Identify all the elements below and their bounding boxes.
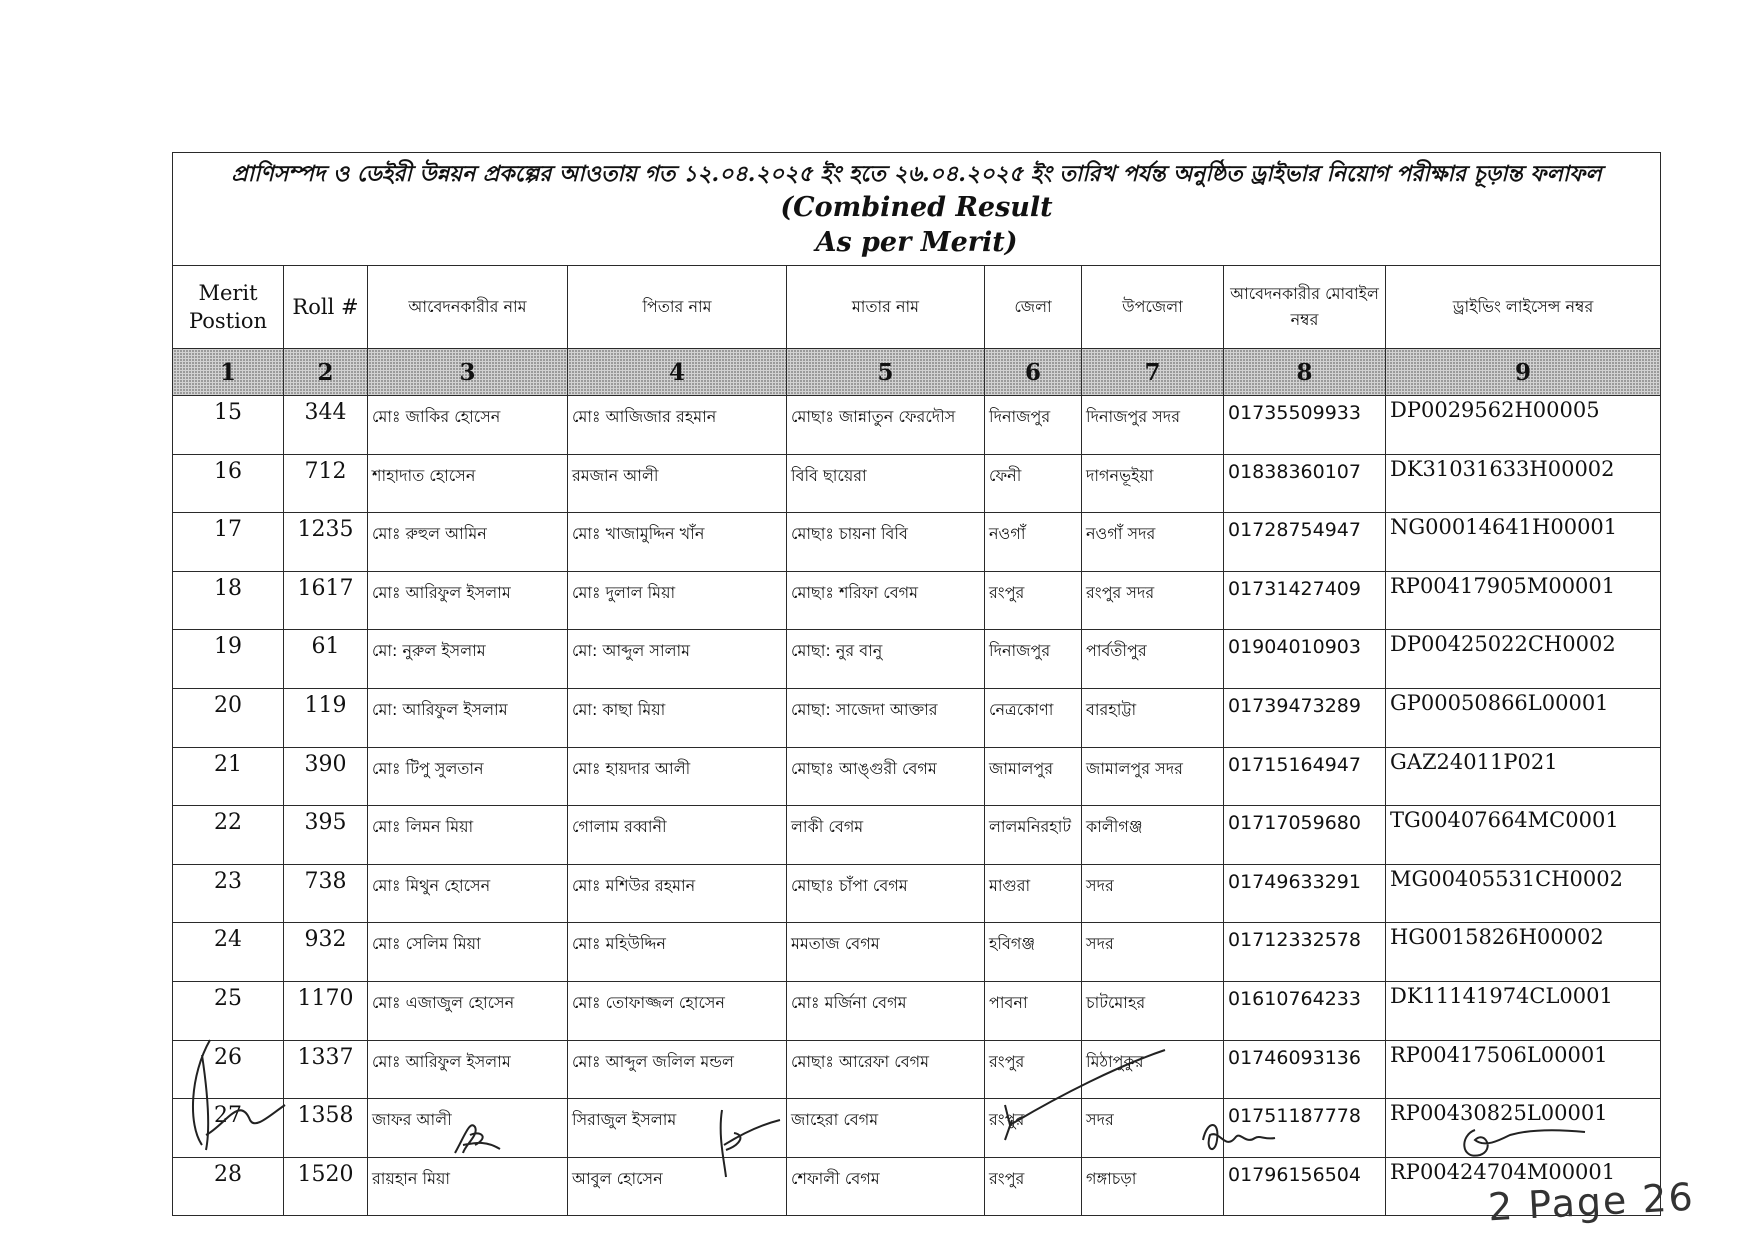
table-row [173, 1099, 1661, 1158]
district-cell: দিনাজপুর [985, 630, 1082, 689]
district-cell: পাবনা [985, 981, 1082, 1040]
column-number: 3 [368, 349, 568, 396]
district-cell: নেত্রকোণা [985, 688, 1082, 747]
mother-name-cell: মোছাঃ চাঁপা বেগম [787, 864, 985, 923]
header-merit: Merit Postion [173, 266, 284, 349]
signature-1 [180, 1035, 300, 1155]
applicant-name-cell: মো: আরিফুল ইসলাম [368, 688, 568, 747]
column-number: 1 [173, 349, 284, 396]
roll-cell: 61 [284, 630, 368, 689]
father-name-cell: গোলাম রব্বানী [568, 806, 787, 865]
roll-cell: 1170 [284, 981, 368, 1040]
mobile-number-cell: 01796156504 [1224, 1157, 1386, 1216]
merit-position-cell: 18 [173, 571, 284, 630]
applicant-name-cell: মোঃ সেলিম মিয়া [368, 923, 568, 982]
upazila-cell: রংপুর সদর [1082, 571, 1224, 630]
district-cell: রংপুর [985, 1040, 1082, 1099]
applicant-name-cell: মোঃ লিমন মিয়া [368, 806, 568, 865]
header-upazila: উপজেলা [1082, 266, 1224, 349]
license-number-cell: MG00405531CH0002 [1386, 864, 1661, 923]
upazila-cell: দিনাজপুর সদর [1082, 396, 1224, 455]
upazila-cell: জামালপুর সদর [1082, 747, 1224, 806]
signature-3 [710, 1105, 790, 1185]
license-number-cell: RP00417506L00001 [1386, 1040, 1661, 1099]
column-number: 5 [787, 349, 985, 396]
district-cell: রংপুর [985, 571, 1082, 630]
header-applicant-name: আবেদনকারীর নাম [368, 266, 568, 349]
roll-cell: 712 [284, 454, 368, 513]
license-number-cell: DP0029562H00005 [1386, 396, 1661, 455]
mother-name-cell: মমতাজ বেগম [787, 923, 985, 982]
license-number-cell: DK31031633H00002 [1386, 454, 1661, 513]
column-number: 6 [985, 349, 1082, 396]
merit-position-cell: 24 [173, 923, 284, 982]
table-row [173, 1040, 1661, 1099]
upazila-cell: দাগনভূইয়া [1082, 454, 1224, 513]
table-row [173, 1157, 1661, 1216]
mother-name-cell: মোঃ মর্জিনা বেগম [787, 981, 985, 1040]
column-number: 9 [1386, 349, 1661, 396]
mobile-number-cell: 01610764233 [1224, 981, 1386, 1040]
title-line2: As per Merit) [815, 227, 1018, 258]
mother-name-cell: লাকী বেগম [787, 806, 985, 865]
father-name-cell: মোঃ তোফাজ্জল হোসেন [568, 981, 787, 1040]
table-row [173, 806, 1661, 865]
table-row [173, 747, 1661, 806]
roll-cell: 738 [284, 864, 368, 923]
upazila-cell: গঙ্গাচড়া [1082, 1157, 1224, 1216]
table-row [173, 513, 1661, 572]
merit-position-cell: 26 [173, 1040, 284, 1099]
mother-name-cell: জাহেরা বেগম [787, 1099, 985, 1158]
mobile-number-cell: 01739473289 [1224, 688, 1386, 747]
district-cell: রংপুর [985, 1157, 1082, 1216]
mother-name-cell: মোছা: সাজেদা আক্তার [787, 688, 985, 747]
mobile-number-cell: 01731427409 [1224, 571, 1386, 630]
district-cell: দিনাজপুর [985, 396, 1082, 455]
roll-cell: 1235 [284, 513, 368, 572]
district-cell: ফেনী [985, 454, 1082, 513]
applicant-name-cell: মোঃ এজাজুল হোসেন [368, 981, 568, 1040]
license-number-cell: RP00424704M00001 [1386, 1157, 1661, 1216]
mother-name-cell: মোছাঃ জান্নাতুন ফেরদৌস [787, 396, 985, 455]
district-cell: রংপুর [985, 1099, 1082, 1158]
mobile-number-cell: 01728754947 [1224, 513, 1386, 572]
applicant-name-cell: শাহাদাত হোসেন [368, 454, 568, 513]
table-row [173, 981, 1661, 1040]
header-district: জেলা [985, 266, 1082, 349]
upazila-cell: কালীগঞ্জ [1082, 806, 1224, 865]
merit-position-cell: 23 [173, 864, 284, 923]
mother-name-cell: মোছাঃ শরিফা বেগম [787, 571, 985, 630]
table-row [173, 630, 1661, 689]
merit-position-cell: 19 [173, 630, 284, 689]
upazila-cell: সদর [1082, 1099, 1224, 1158]
father-name-cell: মো: কাছা মিয়া [568, 688, 787, 747]
license-number-cell: RP00430825L00001 [1386, 1099, 1661, 1158]
applicant-name-cell: জাফর আলী [368, 1099, 568, 1158]
table-row [173, 923, 1661, 982]
result-rows [173, 396, 1661, 1216]
license-number-cell: GP00050866L00001 [1386, 688, 1661, 747]
table-row [173, 396, 1661, 455]
roll-cell: 1520 [284, 1157, 368, 1216]
applicant-name-cell: মোঃ আরিফুল ইসলাম [368, 1040, 568, 1099]
header-roll: Roll # [284, 266, 368, 349]
mobile-number-cell: 01749633291 [1224, 864, 1386, 923]
upazila-cell: সদর [1082, 864, 1224, 923]
mother-name-cell: মোছাঃ চায়না বিবি [787, 513, 985, 572]
mother-name-cell: মোছা: নুর বানু [787, 630, 985, 689]
license-number-cell: NG00014641H00001 [1386, 513, 1661, 572]
district-cell: মাগুরা [985, 864, 1082, 923]
license-number-cell: DK11141974CL0001 [1386, 981, 1661, 1040]
header-mother-name: মাতার নাম [787, 266, 985, 349]
mobile-number-cell: 01717059680 [1224, 806, 1386, 865]
roll-cell: 1617 [284, 571, 368, 630]
father-name-cell: মোঃ হায়দার আলী [568, 747, 787, 806]
license-number-cell: TG00407664MC0001 [1386, 806, 1661, 865]
mobile-number-cell: 01746093136 [1224, 1040, 1386, 1099]
father-name-cell: মোঃ আজিজার রহমান [568, 396, 787, 455]
merit-position-cell: 22 [173, 806, 284, 865]
mobile-number-cell: 01712332578 [1224, 923, 1386, 982]
applicant-name-cell: মোঃ জাকির হোসেন [368, 396, 568, 455]
district-cell: জামালপুর [985, 747, 1082, 806]
merit-position-cell: 21 [173, 747, 284, 806]
document-title [173, 153, 1661, 266]
signature-6 [1455, 1110, 1595, 1170]
applicant-name-cell: মোঃ আরিফুল ইসলাম [368, 571, 568, 630]
upazila-cell: মিঠাপুকুর [1082, 1040, 1224, 1099]
mobile-number-cell: 01904010903 [1224, 630, 1386, 689]
applicant-name-cell: মোঃ টিপু সুলতান [368, 747, 568, 806]
roll-cell: 344 [284, 396, 368, 455]
father-name-cell: মোঃ দুলাল মিয়া [568, 571, 787, 630]
merit-position-cell: 16 [173, 454, 284, 513]
roll-cell: 1358 [284, 1099, 368, 1158]
title-line1: প্রাণিসম্পদ ও ডেইরী উন্নয়ন প্রকল্পের আওতায় গত ১২.০৪.২০২৫ ইং হতে ২৬.০৪.২০২৫ ইং তারিখ পর্যন্ত অনুষ্ঠিত ড্রাইভার নিয়োগ পরীক্ষার চূড়ান্ত ফলাফল [231, 161, 1602, 187]
roll-cell: 1337 [284, 1040, 368, 1099]
license-number-cell: RP00417905M00001 [1386, 571, 1661, 630]
column-number: 7 [1082, 349, 1224, 396]
header-mobile: আবেদনকারীর মোবাইল নম্বর [1224, 266, 1386, 349]
merit-position-cell: 20 [173, 688, 284, 747]
father-name-cell: মোঃ খাজামুদ্দিন খাঁন [568, 513, 787, 572]
table-row [173, 571, 1661, 630]
mobile-number-cell: 01838360107 [1224, 454, 1386, 513]
upazila-cell: বারহাট্টা [1082, 688, 1224, 747]
father-name-cell: আবুল হোসেন [568, 1157, 787, 1216]
father-name-cell: রমজান আলী [568, 454, 787, 513]
mobile-number-cell: 01735509933 [1224, 396, 1386, 455]
header-license: ড্রাইভিং লাইসেন্স নম্বর [1386, 266, 1661, 349]
handwritten-page-note: 2 Page 26 [1486, 1174, 1696, 1230]
applicant-name-cell: মোঃ মিথুন হোসেন [368, 864, 568, 923]
signature-5 [1195, 1110, 1285, 1170]
mobile-number-cell: 01715164947 [1224, 747, 1386, 806]
upazila-cell: সদর [1082, 923, 1224, 982]
merit-position-cell: 27 [173, 1099, 284, 1158]
father-name-cell: মো: আব্দুল সালাম [568, 630, 787, 689]
merit-position-cell: 17 [173, 513, 284, 572]
roll-cell: 395 [284, 806, 368, 865]
column-number-row [173, 349, 1661, 396]
column-number: 8 [1224, 349, 1386, 396]
roll-cell: 119 [284, 688, 368, 747]
father-name-cell: মোঃ মহিউদ্দিন [568, 923, 787, 982]
upazila-cell: চাটমোহর [1082, 981, 1224, 1040]
mother-name-cell: বিবি ছায়েরা [787, 454, 985, 513]
mother-name-cell: মোছাঃ আঙ্গুরী বেগম [787, 747, 985, 806]
signature-4 [1000, 1035, 1200, 1145]
upazila-cell: পার্বতীপুর [1082, 630, 1224, 689]
license-number-cell: HG0015826H00002 [1386, 923, 1661, 982]
title-line1-en: (Combined Result [780, 192, 1053, 223]
merit-position-cell: 15 [173, 396, 284, 455]
district-cell: হবিগঞ্জ [985, 923, 1082, 982]
column-number: 4 [568, 349, 787, 396]
merit-position-cell: 28 [173, 1157, 284, 1216]
applicant-name-cell: মো: নুরুল ইসলাম [368, 630, 568, 689]
father-name-cell: মোঃ মশিউর রহমান [568, 864, 787, 923]
applicant-name-cell: মোঃ রুহুল আমিন [368, 513, 568, 572]
table-row [173, 454, 1661, 513]
header-father-name: পিতার নাম [568, 266, 787, 349]
signature-2 [445, 1115, 525, 1165]
mother-name-cell: মোছাঃ আরেফা বেগম [787, 1040, 985, 1099]
mother-name-cell: শেফালী বেগম [787, 1157, 985, 1216]
mobile-number-cell: 01751187778 [1224, 1099, 1386, 1158]
roll-cell: 390 [284, 747, 368, 806]
merit-position-cell: 25 [173, 981, 284, 1040]
table-header-row [173, 266, 1661, 349]
applicant-name-cell: রায়হান মিয়া [368, 1157, 568, 1216]
district-cell: লালমনিরহাট [985, 806, 1082, 865]
license-number-cell: GAZ24011P021 [1386, 747, 1661, 806]
district-cell: নওগাঁ [985, 513, 1082, 572]
father-name-cell: সিরাজুল ইসলাম [568, 1099, 787, 1158]
father-name-cell: মোঃ আব্দুল জলিল মন্ডল [568, 1040, 787, 1099]
result-sheet [172, 152, 1660, 1216]
license-number-cell: DP00425022CH0002 [1386, 630, 1661, 689]
result-table [172, 152, 1661, 1216]
table-row [173, 864, 1661, 923]
roll-cell: 932 [284, 923, 368, 982]
column-number: 2 [284, 349, 368, 396]
table-row [173, 688, 1661, 747]
upazila-cell: নওগাঁ সদর [1082, 513, 1224, 572]
